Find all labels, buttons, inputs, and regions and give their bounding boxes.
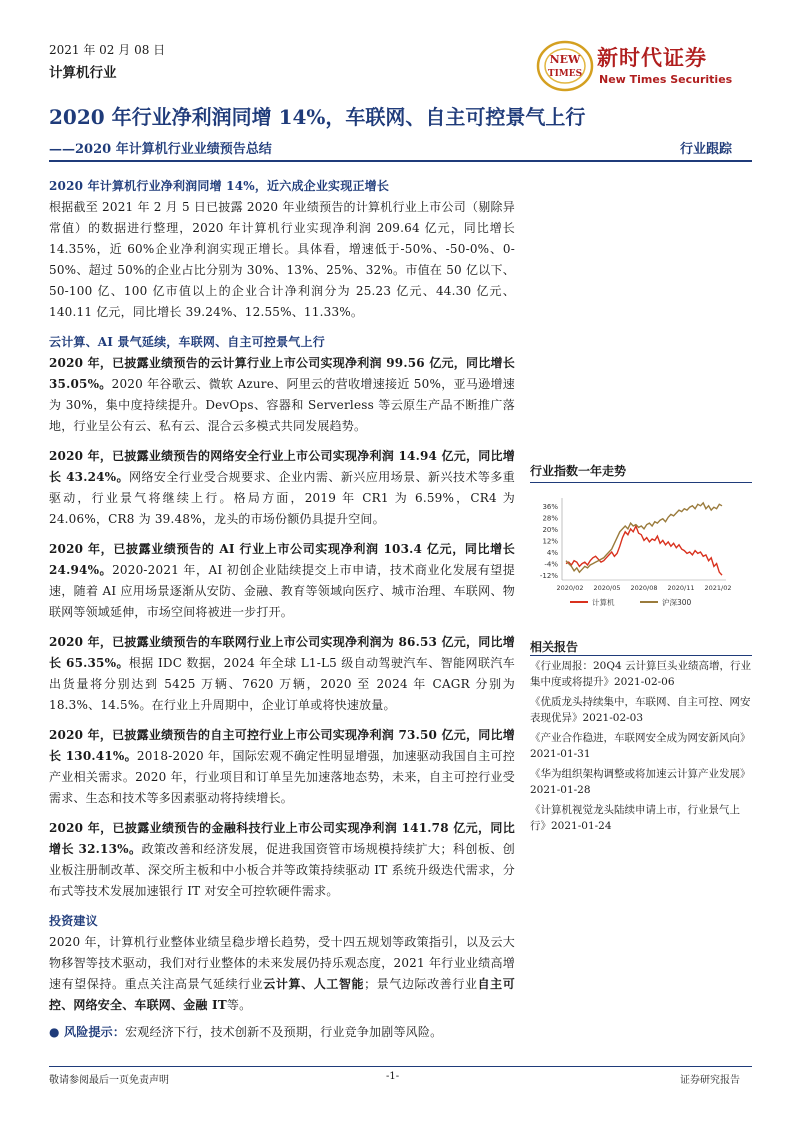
ai-highlight: 2020 年，已披露业绩预告的 AI 行业上市公司实现净利润 103.4 亿元，同比增长 24.94%。	[49, 542, 515, 577]
main-column	[49, 176, 515, 1043]
paragraph-cloud	[49, 353, 515, 437]
legend-label: 沪深300	[662, 598, 692, 607]
cloud-body: 2020 年谷歌云、微软 Azure、阿里云的营收增速接近 50%，亚马逊增速为 30%，集中度持续提升。DevOps、容器和 Serverless 等云原生产品不断推广落地，行业呈公有云、私有云、混合云多模式共同发展趋势。	[49, 377, 515, 433]
y-tick-label: 4%	[546, 549, 558, 557]
footer-disclaimer: 敬请参阅最后一页免责声明	[49, 1075, 169, 1086]
y-tick-label: 12%	[542, 537, 558, 546]
investment-highlight-1: 云计算、人工智能	[263, 977, 365, 991]
series-line-0	[566, 526, 722, 575]
paragraph-fintech	[49, 818, 515, 902]
section-title-sectors: 云计算、AI 景气延续，车联网、自主可控景气上行	[49, 335, 325, 349]
x-tick-label: 2020/08	[630, 584, 658, 592]
page-title: 2020 年行业净利润同增 14%，车联网、自主可控景气上行	[49, 105, 586, 129]
paragraph-xinchuang	[49, 725, 515, 809]
footer-divider	[49, 1066, 752, 1067]
logo-text-times: TIMES	[547, 69, 583, 79]
chart-title: 行业指数一年走势	[530, 464, 627, 478]
x-tick-label: 2020/05	[593, 584, 621, 592]
related-reports-title: 相关报告	[530, 640, 579, 654]
section-body-investment	[49, 932, 515, 1016]
y-tick-label: -12%	[539, 572, 558, 581]
paragraph-iov	[49, 632, 515, 716]
logo-text-new: NEW	[549, 53, 581, 66]
security-highlight: 2020 年，已披露业绩预告的网络安全行业上市公司实现净利润 14.94 亿元，同比增长 43.24%。	[49, 449, 515, 484]
x-tick-label: 2021/02	[704, 584, 732, 592]
investment-highlight-2: 自主可控、网络安全、车联网、金融 IT	[49, 977, 515, 1012]
x-tick-label: 2020/02	[556, 584, 584, 592]
section-title-investment: 投资建议	[49, 914, 98, 928]
footer-report-type: 证券研究报告	[680, 1075, 740, 1086]
cloud-highlight: 2020 年，已披露业绩预告的云计算行业上市公司实现净利润 99.56 亿元，同比增长 35.05%。	[49, 356, 515, 391]
y-tick-label: 36%	[542, 502, 558, 511]
risk-body: 宏观经济下行，技术创新不及预期，行业竞争加剧等风险。	[125, 1025, 443, 1039]
section-title-performance: 2020 年计算机行业净利润同增 14%，近六成企业实现正增长	[49, 179, 390, 193]
page-subtitle: ——2020 年计算机行业业绩预告总结	[49, 142, 272, 157]
paragraph-security	[49, 446, 515, 530]
iov-body: 根据 IDC 数据，2024 年全球 L1-L5 级自动驾驶汽车、智能网联汽车出货量将分别达到 5425 万辆、7620 万辆，2020 至 2024 年 CAGR 分别为 18.3%、14.5%。在行业上升周期中，企业订单或将快速放量。	[49, 656, 515, 712]
investment-text-1: 2020 年，计算机行业整体业绩呈稳步增长趋势，受十四五规划等政策指引，以及云大物移智等技术驱动，我们对行业整体的未来发展仍持乐观态度，2021 年行业业绩高增速有望保持。重点关注高景气延续行业	[49, 935, 515, 991]
y-tick-label: 28%	[542, 514, 558, 523]
related-report-item[interactable]: 《华为组织架构调整或将加速云计算产业发展》2021-01-28	[530, 768, 751, 796]
legend-label: 计算机	[592, 598, 615, 607]
investment-text-3: 等。	[226, 998, 252, 1012]
new-times-logo-icon	[535, 38, 595, 94]
ai-body: 2020-2021 年，AI 初创企业陆续提交上市申请，技术商业化发展有望提速，随着 AI 应用场景逐渐从安防、金融、教育等领域向医疗、城市治理、车联网、物联网等领域延伸，市场空间将被进一步打开。	[49, 563, 515, 619]
related-report-item[interactable]: 《行业周报：20Q4 云计算巨头业绩高增，行业集中度或将提升》2021-02-06	[530, 660, 751, 688]
fintech-body: 政策改善和经济发展，促进我国资管市场规模持续扩大；科创板、创业板注册制改革、深交所主板和中小板合并等政策持续驱动 IT 系统升级迭代需求，分布式等技术发展加速银行 IT 对安全可控软硬件需求。	[49, 842, 515, 898]
fintech-highlight: 2020 年，已披露业绩预告的金融科技行业上市公司实现净利润 141.78 亿元，同比增长 32.13%。	[49, 821, 515, 856]
related-report-item[interactable]: 《产业合作稳进，车联网安全成为网安新风向》2021-01-31	[530, 732, 751, 760]
related-reports-list	[530, 658, 752, 838]
brand-name-cn: 新时代证券	[597, 46, 707, 70]
paragraph-ai	[49, 539, 515, 623]
x-tick-label: 2020/11	[667, 584, 695, 592]
related-report-item[interactable]: 《计算机视觉龙头陆续申请上市，行业景气上行》2021-01-24	[530, 804, 740, 832]
industry-label: 计算机行业	[49, 65, 117, 81]
report-type-tag: 行业跟踪	[680, 142, 733, 157]
related-report-item[interactable]: 《优质龙头持续集中，车联网、自主可控、网安表现优异》2021-02-03	[530, 696, 751, 724]
risk-label: ● 风险提示：	[49, 1025, 126, 1039]
index-trend-chart	[530, 492, 752, 622]
xinchuang-highlight: 2020 年，已披露业绩预告的自主可控行业上市公司实现净利润 73.50 亿元，同比增长 130.41%。	[49, 728, 515, 763]
xinchuang-body: 2018-2020 年，国际宏观不确定性明显增强，加速驱动我国自主可控产业相关需求。2020 年，行业项目和订单呈先加速落地态势，未来，自主可控行业受需求、生态和技术等多因素驱动将持续增长。	[49, 749, 515, 805]
page-number: -1-	[386, 1071, 400, 1082]
brand-name-en: New Times Securities	[599, 73, 733, 86]
iov-highlight: 2020 年，已披露业绩预告的车联网行业上市公司实现净利润为 86.53 亿元，同比增长 65.35%。	[49, 635, 515, 670]
report-date: 2021 年 02 月 08 日	[49, 43, 166, 57]
section-body-performance: 根据截至 2021 年 2 月 5 日已披露 2020 年业绩预告的计算机行业上市公司（剔除异常值）的数据进行整理，2020 年计算机行业实现净利润 209.64 亿元，同比增长 14.35%，近 60%企业净利润实现正增长。具体看，增速低于-50%、-50-0%、0-50%、超过 50%的企业占比分别为 30%、13%、25%、32%。市值在 50 亿以下、50-100 亿、100 亿市值以上的企业合计净利润分为 25.23 亿元、44.30 亿元、140.11 亿元，同比增长 39.24%、12.55%、11.33%。	[49, 200, 515, 319]
header-divider	[49, 160, 752, 162]
investment-text-2: ；景气边际改善行业	[364, 977, 478, 991]
security-body: 网络安全行业受合规要求、企业内需、新兴应用场景、新兴技术等多重驱动，行业景气将继续上行。格局方面，2019 年 CR1 为 6.59%，CR4 为 24.06%，CR8 为 39.48%，龙头的市场份额仍具提升空间。	[49, 470, 515, 526]
y-tick-label: -4%	[544, 560, 558, 569]
chart-title-divider	[530, 482, 752, 483]
risk-warning	[49, 1022, 515, 1043]
y-tick-label: 20%	[542, 525, 558, 534]
related-reports-divider	[530, 655, 752, 656]
